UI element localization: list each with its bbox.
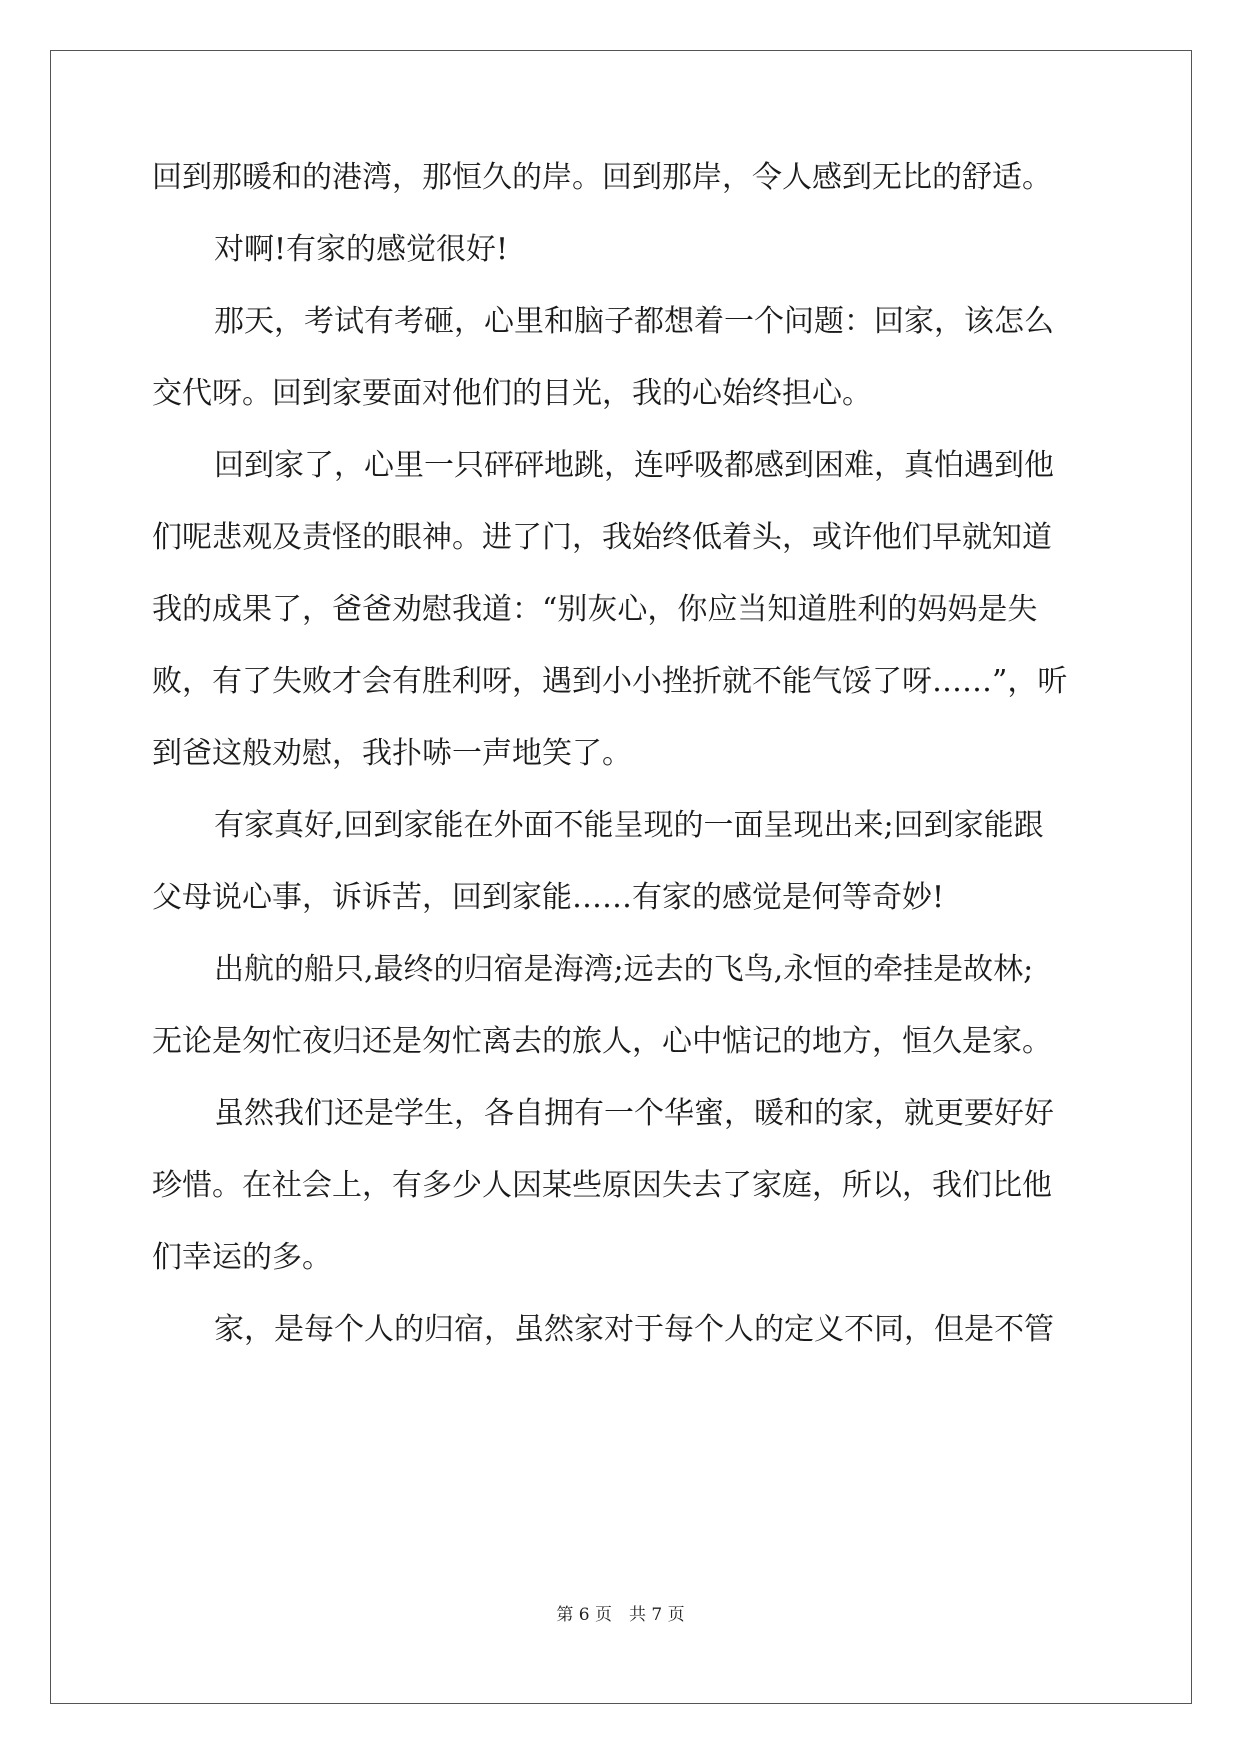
text-line: 虽然我们还是学生，各自拥有一个华蜜，暖和的家，就更要好好 (214, 1096, 1054, 1131)
text-line: 珍惜。在社会上，有多少人因某些原因失去了家庭，所以，我们比他 (152, 1168, 1052, 1203)
page-number: 第 6 页 共 7 页 (556, 1605, 685, 1625)
page-frame (50, 50, 1192, 1704)
text-line: 们呢悲观及责怪的眼神。进了门，我始终低着头，或许他们早就知道 (152, 520, 1052, 555)
text-line: 到爸这般劝慰，我扑哧一声地笑了。 (152, 736, 632, 771)
text-line: 对啊!有家的感觉很好! (214, 232, 509, 267)
text-line: 父母说心事，诉诉苦，回到家能……有家的感觉是何等奇妙! (152, 880, 945, 915)
text-line: 败，有了失败才会有胜利呀，遇到小小挫折就不能气馁了呀……”，听 (152, 664, 1068, 699)
text-line: 回到家了，心里一只砰砰地跳，连呼吸都感到困难，真怕遇到他 (214, 448, 1054, 483)
text-line: 出航的船只,最终的归宿是海湾;远去的飞鸟,永恒的牵挂是故林; (214, 952, 1034, 987)
text-line: 有家真好,回到家能在外面不能呈现的一面呈现出来;回到家能跟 (214, 808, 1044, 843)
text-line: 家，是每个人的归宿，虽然家对于每个人的定义不同，但是不管 (214, 1312, 1054, 1347)
text-line: 交代呀。回到家要面对他们的目光，我的心始终担心。 (152, 376, 872, 411)
text-line: 我的成果了，爸爸劝慰我道：“别灰心，你应当知道胜利的妈妈是失 (152, 592, 1038, 627)
text-line: 无论是匆忙夜归还是匆忙离去的旅人，心中惦记的地方，恒久是家。 (152, 1024, 1052, 1059)
text-line: 回到那暖和的港湾，那恒久的岸。回到那岸，令人感到无比的舒适。 (152, 160, 1052, 195)
text-line: 那天，考试有考砸，心里和脑子都想着一个问题：回家，该怎么 (214, 304, 1054, 339)
text-line: 们幸运的多。 (152, 1240, 332, 1275)
